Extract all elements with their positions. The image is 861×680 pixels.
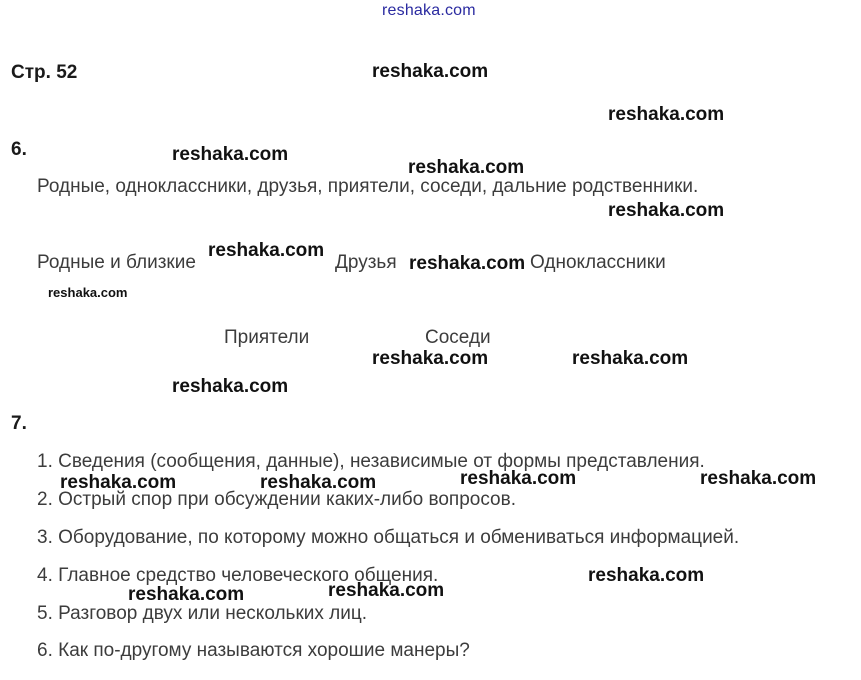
task7-item: 6. Как по-другому называются хорошие манеры?	[37, 640, 470, 661]
watermark: reshaka.com	[608, 200, 725, 221]
task6-number: 6.	[11, 139, 27, 160]
watermark: reshaka.com	[372, 61, 489, 82]
watermark: reshaka.com	[372, 348, 489, 369]
task7-item: 4. Главное средство человеческого общения.	[37, 565, 439, 586]
watermark: reshaka.com	[48, 285, 128, 300]
page-label: Стр. 52	[11, 62, 78, 83]
watermark: reshaka.com	[260, 472, 377, 493]
watermark: reshaka.com	[60, 472, 177, 493]
watermark: reshaka.com	[608, 104, 725, 125]
group-neighbours: Соседи	[425, 327, 491, 348]
group-relatives: Родные и близкие	[37, 252, 196, 273]
watermark: reshaka.com	[328, 580, 445, 601]
watermark: reshaka.com	[408, 157, 525, 178]
task7-item: 5. Разговор двух или нескольких лиц.	[37, 603, 368, 624]
watermark: reshaka.com	[208, 240, 325, 261]
watermark: reshaka.com	[172, 376, 289, 397]
watermark: reshaka.com	[588, 565, 705, 586]
task6-sentence: Родные, одноклассники, друзья, приятели, соседи, дальние родственники.	[37, 176, 699, 197]
task7-item: 3. Оборудование, по которому можно общаться и обмениваться информацией.	[37, 527, 740, 548]
watermark: reshaka.com	[460, 468, 577, 489]
group-classmates: Одноклассники	[530, 252, 666, 273]
watermark: reshaka.com	[172, 144, 289, 165]
watermark: reshaka.com	[409, 253, 526, 274]
task7-item: 1. Сведения (сообщения, данные), независимые от формы представления.	[37, 451, 705, 472]
site-watermark-top: reshaka.com	[382, 2, 476, 19]
task7-number: 7.	[11, 413, 27, 434]
watermark: reshaka.com	[700, 468, 817, 489]
group-friends: Друзья	[335, 252, 397, 273]
task7-item: 2. Острый спор при обсуждении каких-либо вопросов.	[37, 489, 516, 510]
group-pals: Приятели	[224, 327, 310, 348]
watermark: reshaka.com	[128, 584, 245, 605]
watermark: reshaka.com	[572, 348, 689, 369]
